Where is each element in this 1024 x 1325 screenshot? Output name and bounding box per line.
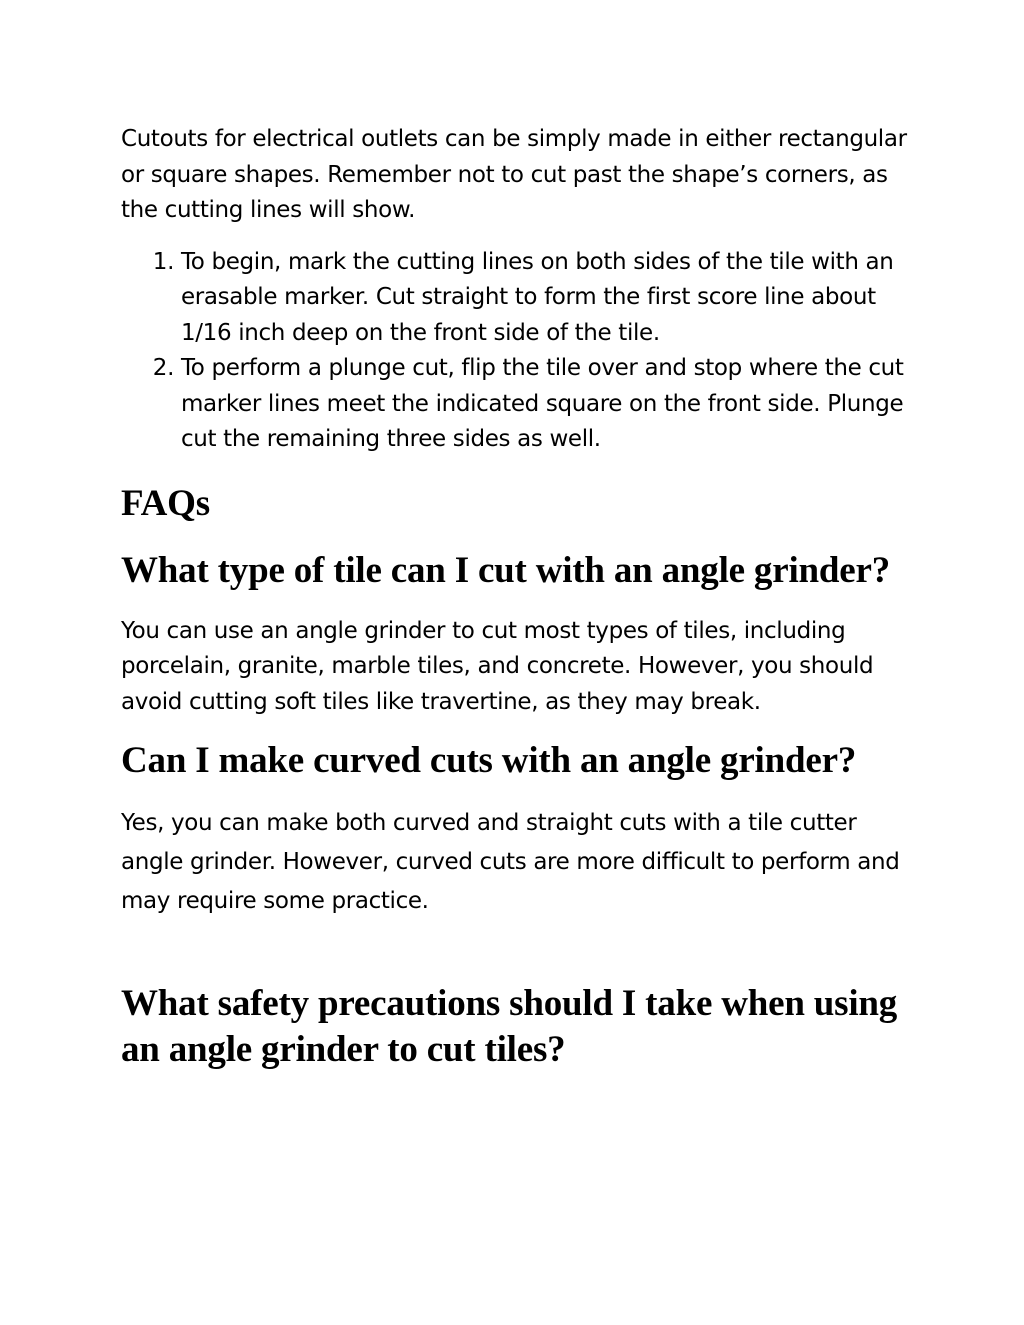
list-item: 2. To perform a plunge cut, flip the tile over and stop where the cut marker lines meet the indicated square on the front side. Plunge cut the remaining three sides as well. [181, 351, 921, 458]
faq-answer: Yes, you can make both curved and straight cuts with a tile cutter angle grinder. However, curved cuts are more difficult to perform and may require some practice. [121, 810, 900, 914]
document-page [121, 122, 921, 1073]
faqs-heading: FAQs [121, 482, 210, 524]
faq-question: What safety precautions should I take when using an angle grinder to cut tiles? [121, 983, 898, 1070]
steps-list [121, 245, 921, 458]
faq-question: What type of tile can I cut with an angle grinder? [121, 549, 891, 591]
intro-paragraph: Cutouts for electrical outlets can be simply made in either rectangular or square shapes. Remember not to cut past the shape’s corners, as the cutting lines will show. [121, 126, 907, 223]
list-item: 1. To begin, mark the cutting lines on both sides of the tile with an erasable marker. Cut straight to form the first score line about 1/16 inch deep on the front side of the tile. [181, 245, 921, 352]
faq-question: Can I make curved cuts with an angle grinder? [121, 740, 857, 781]
faq-answer: You can use an angle grinder to cut most types of tiles, including porcelain, granite, marble tiles, and concrete. However, you should avoid cutting soft tiles like travertine, as they may break. [121, 617, 874, 715]
